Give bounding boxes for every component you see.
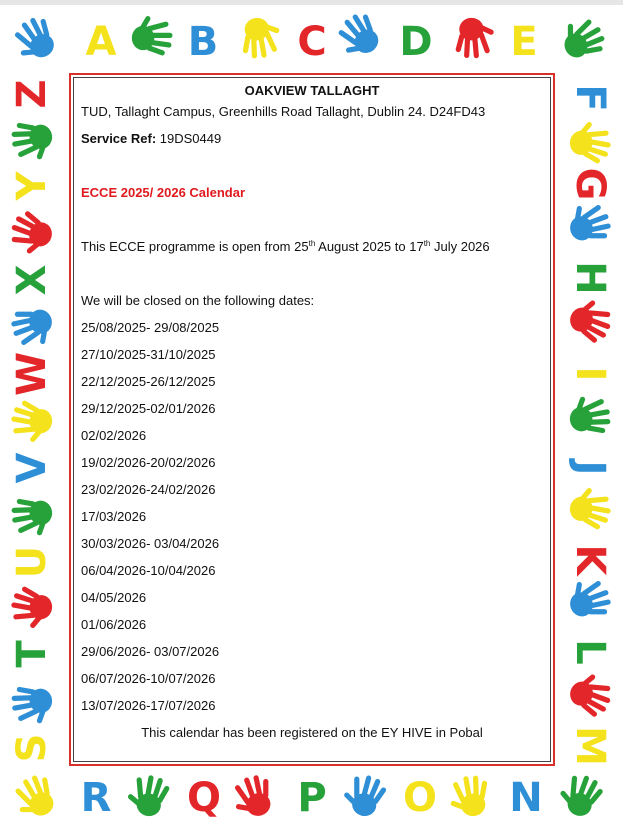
- handprint-icon: [325, 0, 398, 73]
- page-title: OAKVIEW TALLAGHT: [244, 83, 380, 98]
- closed-date: 06/07/2026-10/07/2026: [81, 671, 216, 686]
- border-letter-g: G: [567, 167, 613, 201]
- border-letter-p: P: [297, 775, 327, 821]
- handprint-icon: [4, 576, 64, 636]
- service-ref-label: Service Ref:: [81, 131, 157, 146]
- border-letter-y: Y: [9, 171, 55, 201]
- border-letter-r: R: [80, 775, 112, 821]
- open-text-1: This ECCE programme is open from 25: [81, 239, 309, 254]
- handprint-icon: [223, 765, 290, 832]
- open-sup-2: th: [423, 239, 431, 248]
- border-letter-x: X: [9, 264, 55, 296]
- border-letter-k: K: [567, 544, 613, 576]
- address: TUD, Tallaght Campus, Greenhills Road Tallaght, Dublin 24. D24FD43: [81, 104, 486, 119]
- service-ref: [81, 125, 543, 152]
- border-letter-d: D: [399, 19, 433, 65]
- border-letter-b: B: [187, 19, 219, 65]
- calendar-heading: ECCE 2025/ 2026 Calendar: [81, 185, 246, 200]
- closed-date: 23/02/2026-24/02/2026: [81, 482, 216, 497]
- closed-date: 29/12/2025-02/01/2026: [81, 401, 216, 416]
- handprint-icon: [334, 766, 398, 830]
- closed-date: 04/05/2026: [81, 590, 147, 605]
- open-sup-1: th: [308, 239, 316, 248]
- handprint-icon: [546, 6, 617, 77]
- handprint-icon: [124, 12, 176, 64]
- handprint-icon: [555, 289, 622, 356]
- handprint-icon: [4, 672, 64, 732]
- border-letter-i: I: [567, 366, 613, 382]
- border-letter-n: N: [509, 775, 543, 821]
- handprint-icon: [549, 765, 616, 832]
- border-letter-f: F: [567, 84, 613, 112]
- handprint-icon: [4, 108, 64, 168]
- handprint-icon: [228, 6, 288, 66]
- calendar-panel: [69, 73, 555, 766]
- border-letter-u: U: [9, 545, 55, 579]
- border-letter-m: M: [567, 726, 613, 766]
- border-letter-e: E: [510, 19, 538, 65]
- handprint-icon: [2, 4, 74, 76]
- open-text-3: July 2026: [430, 239, 490, 254]
- closed-date: 30/03/2026- 03/04/2026: [81, 536, 220, 551]
- spacer: [81, 152, 543, 179]
- border-letter-l: L: [567, 639, 613, 665]
- closed-date: 06/04/2026-10/04/2026: [81, 563, 216, 578]
- closed-date: 17/03/2026: [81, 509, 147, 524]
- closed-date: 19/02/2026-20/02/2026: [81, 455, 216, 470]
- closed-date: 13/07/2026-17/07/2026: [81, 698, 216, 713]
- closed-date: 29/06/2026- 03/07/2026: [81, 644, 220, 659]
- handprint-icon: [555, 663, 622, 730]
- handprint-icon: [558, 388, 618, 448]
- handprint-icon: [4, 484, 64, 544]
- border-letter-v: V: [9, 452, 55, 484]
- service-ref-value: 19DS0449: [159, 131, 222, 146]
- open-text-2: August 2025 to 17: [315, 239, 424, 254]
- closed-date: 02/02/2026: [81, 428, 147, 443]
- border-letter-h: H: [567, 261, 613, 295]
- handprint-icon: [555, 193, 622, 260]
- closed-date: 27/10/2025-31/10/2025: [81, 347, 216, 362]
- closed-dates-list: [81, 314, 543, 719]
- spacer: [81, 260, 543, 287]
- footer-note: This calendar has been registered on the EY HIVE in Pobal: [141, 725, 483, 740]
- border-letter-t: T: [9, 640, 55, 668]
- handprint-icon: [2, 762, 73, 833]
- calendar-content: [81, 81, 543, 746]
- border-letter-j: J: [567, 460, 613, 476]
- border-letter-q: Q: [186, 775, 221, 821]
- handprint-icon: [442, 768, 502, 828]
- closed-date: 25/08/2025- 29/08/2025: [81, 320, 220, 335]
- closed-date: 01/06/2026: [81, 617, 147, 632]
- handprint-icon: [4, 390, 64, 450]
- closed-intro: We will be closed on the following dates:: [81, 293, 315, 308]
- spacer: [81, 206, 543, 233]
- handprint-icon: [444, 8, 500, 64]
- handprint-icon: [555, 569, 622, 636]
- handprint-icon: [558, 480, 618, 540]
- closed-date: 22/12/2025-26/12/2025: [81, 374, 216, 389]
- open-period-text: [81, 233, 543, 260]
- border-letter-z: Z: [9, 79, 55, 109]
- border-letter-c: C: [297, 19, 327, 65]
- border-letter-o: O: [402, 775, 437, 821]
- border-letter-s: S: [9, 733, 55, 763]
- handprint-icon: [1, 199, 68, 266]
- border-letter-w: W: [9, 351, 55, 396]
- border-letter-a: A: [85, 19, 117, 65]
- handprint-icon: [120, 768, 180, 828]
